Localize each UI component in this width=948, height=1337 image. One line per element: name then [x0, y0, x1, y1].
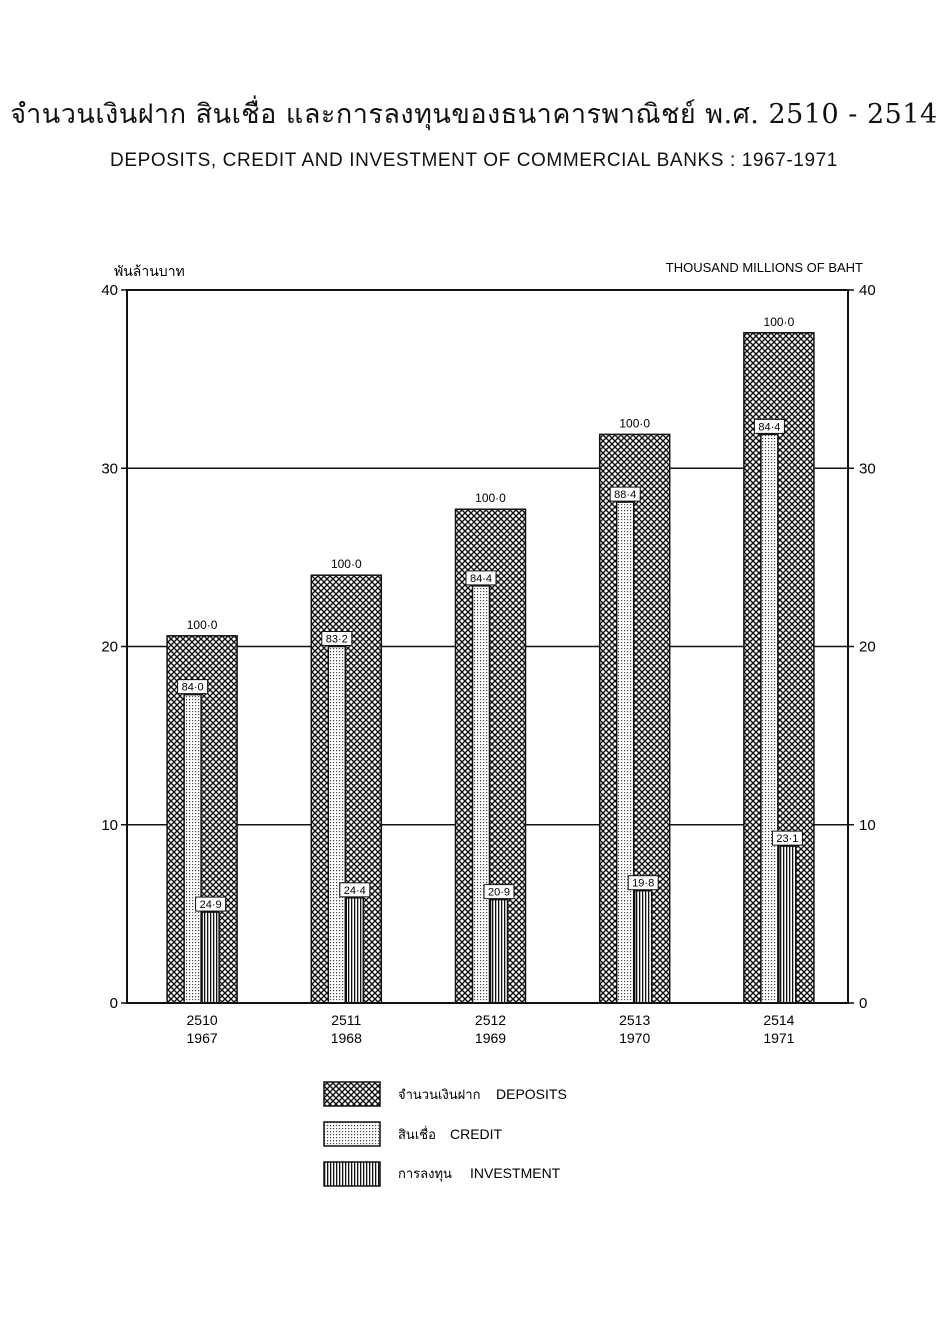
bar-credit — [617, 502, 634, 1003]
data-label-credit: 84·4 — [469, 572, 493, 585]
bar-investment — [779, 846, 796, 1003]
y-tick-label-right: 0 — [859, 995, 868, 1012]
legend — [324, 1082, 567, 1186]
x-tick-label-thai-year: 2514 — [763, 1012, 795, 1028]
y-axis-label-right: THOUSAND MILLIONS OF BAHT — [665, 260, 863, 275]
x-tick-label-thai-year: 2511 — [331, 1012, 362, 1028]
bar-credit — [473, 586, 490, 1003]
x-tick-label-thai-year: 2510 — [186, 1012, 218, 1028]
legend-label-investment-thai: การลงทุน — [398, 1166, 452, 1181]
legend-label-deposits: DEPOSITS — [496, 1086, 567, 1102]
y-tick-label-left: 30 — [101, 460, 118, 478]
x-tick-label-year: 1971 — [763, 1030, 795, 1046]
legend-label-credit: CREDIT — [450, 1126, 503, 1142]
x-tick-label-thai-year: 2512 — [474, 1012, 507, 1028]
x-tick-label-year: 1968 — [330, 1030, 362, 1046]
x-tick-label-year: 1970 — [619, 1030, 651, 1046]
chart-title-thai: จำนวนเงินฝาก สินเชื่อ และการลงทุนของธนาคารพาณิชย์ พ.ศ. 2510 - 2514 — [10, 99, 938, 130]
data-label-deposits: 100·0 — [186, 617, 218, 632]
legend-item-deposits — [324, 1082, 567, 1106]
legend-label-credit-thai: สินเชื่อ — [398, 1127, 436, 1142]
y-axis-label-left: พันล้านบาท — [114, 263, 185, 279]
bar-credit — [761, 434, 778, 1003]
chart-title-english: DEPOSITS, CREDIT AND INVESTMENT OF COMMERCIAL BANKS : 1967-1971 — [110, 150, 838, 171]
y-tick-label-left: 20 — [101, 638, 118, 656]
data-label-investment: 23·1 — [776, 833, 799, 846]
bar-investment — [346, 898, 363, 1003]
data-label-credit: 83·2 — [325, 633, 348, 646]
data-label-deposits: 100·0 — [475, 491, 506, 506]
legend-swatch-credit — [324, 1122, 380, 1146]
legend-item-investment — [324, 1162, 561, 1186]
legend-swatch-investment — [324, 1162, 380, 1186]
data-label-deposits: 100·0 — [330, 557, 362, 572]
x-tick-label-year: 1969 — [474, 1030, 507, 1046]
data-label-investment: 19·8 — [632, 877, 655, 890]
y-tick-label-right: 10 — [859, 816, 876, 834]
data-label-investment: 24·4 — [343, 884, 366, 897]
data-label-credit: 84·0 — [181, 681, 204, 694]
bar-credit — [328, 647, 345, 1004]
legend-item-credit — [324, 1122, 503, 1146]
data-label-deposits: 100·0 — [619, 416, 651, 431]
legend-label-investment: INVESTMENT — [470, 1165, 561, 1181]
x-tick-label-year: 1967 — [186, 1030, 218, 1046]
y-tick-label-left: 10 — [101, 816, 118, 834]
bar-credit — [184, 695, 201, 1003]
data-label-credit: 88·4 — [614, 489, 637, 502]
legend-label-deposits-thai: จำนวนเงินฝาก — [398, 1087, 481, 1102]
y-tick-label-right: 40 — [859, 282, 876, 299]
legend-swatch-deposits — [324, 1082, 380, 1106]
data-label-credit: 84·4 — [758, 421, 781, 434]
y-tick-label-left: 0 — [109, 995, 118, 1012]
data-label-deposits: 100·0 — [763, 314, 795, 329]
y-tick-label-left: 40 — [101, 282, 118, 299]
data-label-investment: 20·9 — [487, 886, 511, 899]
x-tick-label-thai-year: 2513 — [619, 1012, 651, 1028]
y-tick-label-right: 20 — [859, 638, 876, 656]
data-label-investment: 24·9 — [199, 899, 222, 912]
y-tick-label-right: 30 — [859, 460, 876, 478]
bar-investment — [202, 912, 219, 1003]
bar-investment — [491, 900, 508, 1003]
bar-investment — [635, 891, 652, 1003]
